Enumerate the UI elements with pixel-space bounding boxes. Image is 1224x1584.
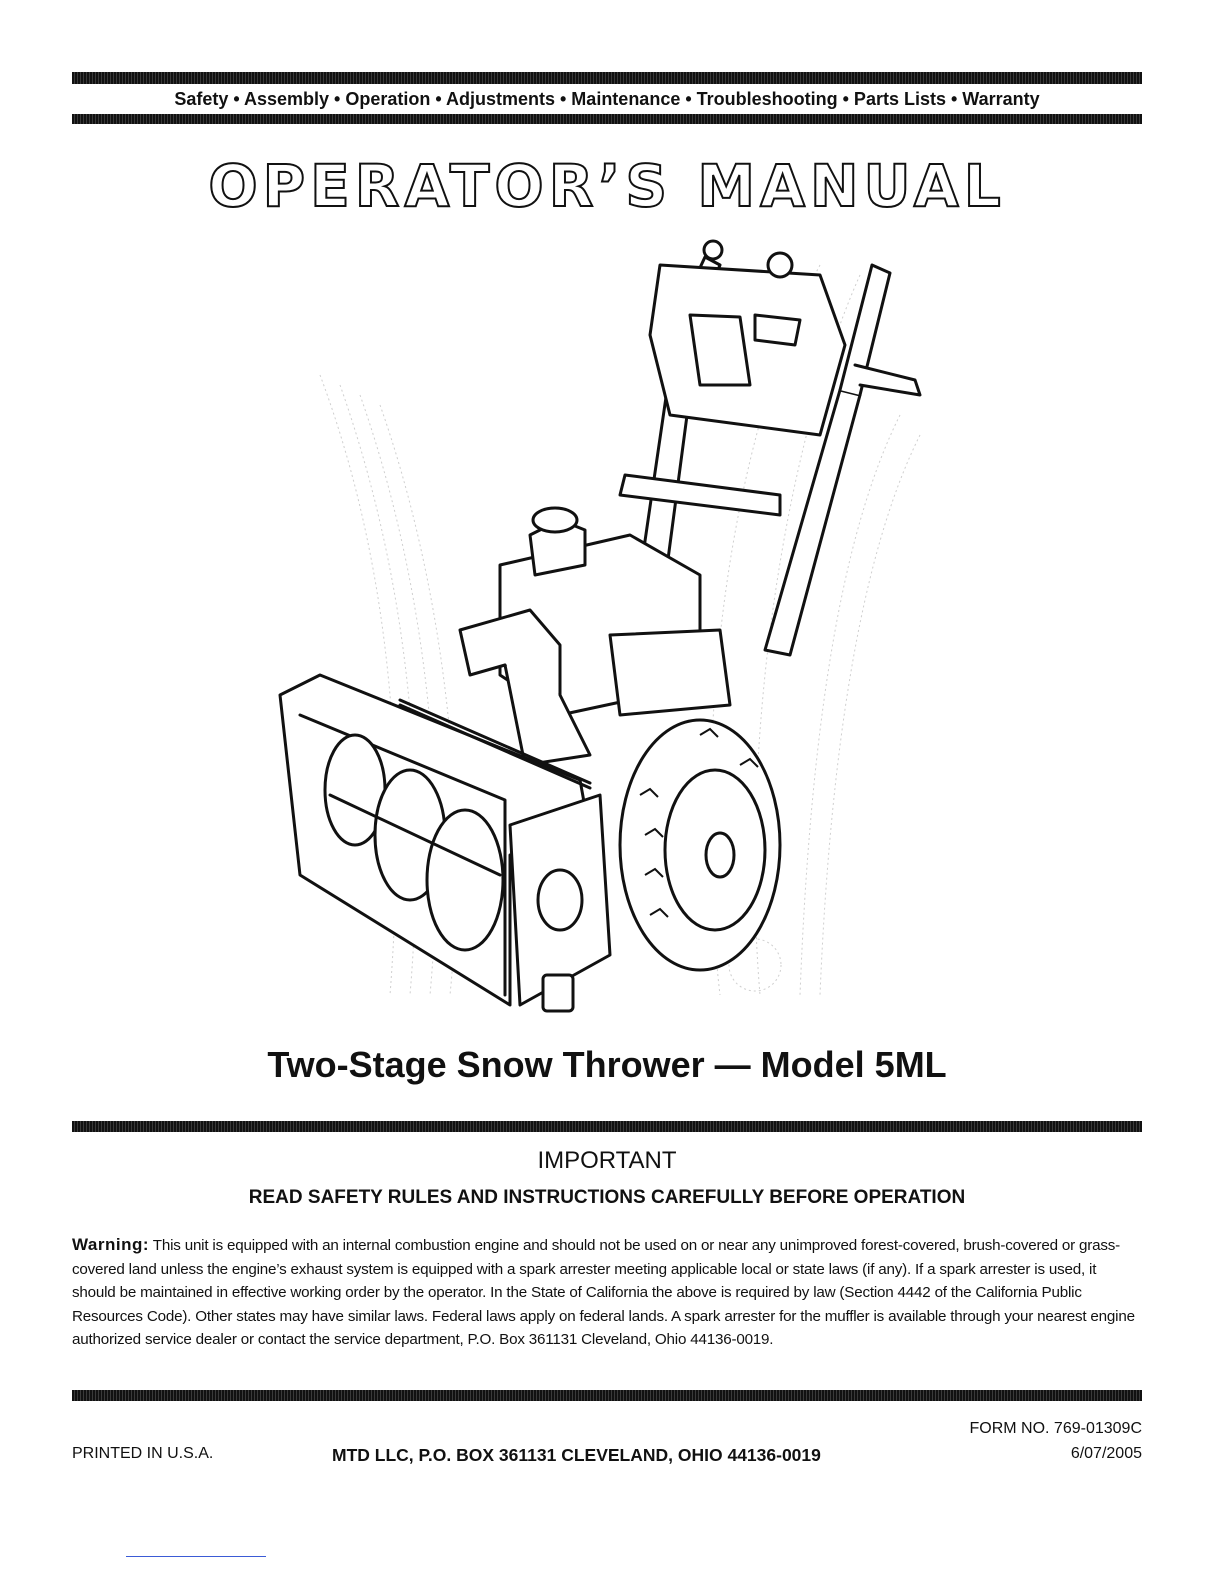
warning-text: This unit is equipped with an internal combustion engine and should not be used on or near any unimproved forest-covered, brush-covered or grass-covered land unless the engine’s exhaust system is equipped with a spark arrester meeting applicable local or state laws (if any). If a spark arrester is used, it should be maintained in effective working order by the operator. In the State of California the above is required by law (Section 4442 of the California Public Resources Code). Other states may have similar laws. Federal laws apply on federal lands. A spark arrester for the muffler is available through your nearest engine authorized service dealer or contact the service department, P.O. Box 361131 Cleveland, Ohio 44136-0019. xyxy=(72,1237,1135,1349)
manual-title: OPERATOR’S MANUAL xyxy=(208,152,1006,220)
snow-thrower-illustration xyxy=(260,235,960,1030)
notice-rule-top xyxy=(72,1121,1142,1132)
notice-rule-bottom xyxy=(72,1390,1142,1401)
company-address: MTD LLC, P.O. BOX 361131 CLEVELAND, OHIO 44136-0019 xyxy=(332,1445,821,1465)
header-rule-bottom xyxy=(72,114,1142,124)
footer-link-line xyxy=(126,1556,266,1557)
header-rule-top xyxy=(72,72,1142,84)
safety-subheading: READ SAFETY RULES AND INSTRUCTIONS CAREFULLY BEFORE OPERATION xyxy=(248,1187,966,1208)
form-date: 6/07/2005 xyxy=(1070,1445,1142,1462)
warning-paragraph xyxy=(72,1233,1138,1352)
printed-in: PRINTED IN U.S.A. xyxy=(72,1445,214,1462)
form-number: FORM NO. 769-01309C xyxy=(969,1420,1142,1437)
topic-list: Safety • Assembly • Operation • Adjustments • Maintenance • Troubleshooting • Parts Lists • Warranty xyxy=(174,89,1040,109)
product-name: Two-Stage Snow Thrower — Model 5ML xyxy=(267,1044,947,1085)
important-heading: IMPORTANT xyxy=(537,1147,677,1174)
warning-label: Warning: xyxy=(72,1235,150,1254)
